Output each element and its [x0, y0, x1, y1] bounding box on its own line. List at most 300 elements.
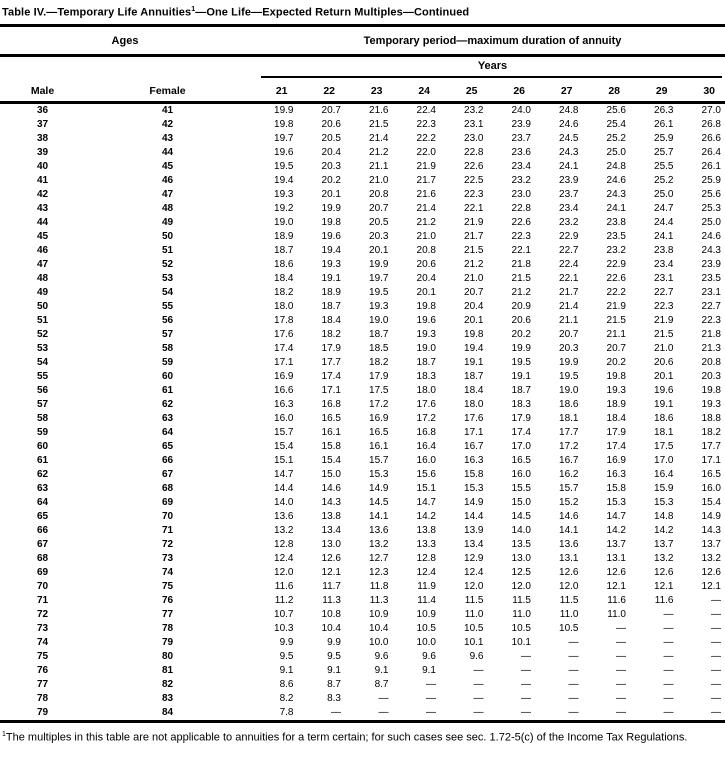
value-cell: 10.8 [321, 608, 341, 620]
year-column-header: 22 [298, 78, 346, 102]
value-cell: 22.5 [464, 174, 484, 186]
value-cell: 20.7 [464, 286, 484, 298]
male-age-cell: 63 [36, 482, 49, 494]
value-cell: 15.3 [606, 496, 626, 508]
table-row [0, 398, 725, 412]
value-cell: 14.8 [654, 510, 674, 522]
value-cell: 12.4 [464, 566, 484, 578]
value-cell: — [711, 678, 721, 690]
female-age-cell: 73 [161, 552, 174, 564]
value-cell: — [426, 706, 436, 718]
value-cell: 9.5 [327, 650, 341, 662]
value-cell: 14.0 [274, 496, 294, 508]
year-column-header: 28 [583, 78, 631, 102]
value-cell: 15.7 [274, 426, 294, 438]
value-cell: 18.3 [416, 370, 436, 382]
value-cell: — [426, 692, 436, 704]
value-cell: 12.6 [321, 552, 341, 564]
value-cell: 19.0 [416, 342, 436, 354]
value-cell: 14.2 [416, 510, 436, 522]
table-body [0, 102, 725, 720]
value-cell: 19.8 [416, 300, 436, 312]
table-row [0, 566, 725, 580]
value-cell: 19.0 [274, 216, 294, 228]
value-cell: 20.3 [321, 160, 341, 172]
value-cell: 14.6 [559, 510, 579, 522]
value-cell: 21.2 [369, 146, 389, 158]
value-cell: 18.7 [464, 370, 484, 382]
male-age-cell: 61 [36, 454, 49, 466]
value-cell: — [473, 678, 484, 690]
value-cell: 19.3 [701, 398, 721, 410]
value-cell: 18.4 [321, 314, 341, 326]
value-cell: — [521, 692, 531, 704]
male-age-cell: 43 [36, 202, 49, 214]
value-cell: 20.1 [369, 244, 389, 256]
year-column-header: 29 [630, 78, 678, 102]
temporary-period-group-header: Temporary period—maximum duration of annuity [363, 35, 622, 47]
value-cell: 20.7 [321, 104, 341, 116]
male-age-cell: 75 [36, 650, 49, 662]
value-cell: 18.6 [274, 258, 294, 270]
value-cell: 10.4 [369, 622, 389, 634]
value-cell: 25.9 [654, 132, 674, 144]
value-cell: 16.1 [369, 440, 389, 452]
value-cell: 9.1 [422, 664, 436, 676]
value-cell: 11.5 [559, 594, 579, 606]
table-row [0, 188, 725, 202]
table-row [0, 286, 725, 300]
value-cell: 15.0 [511, 496, 531, 508]
value-cell: 23.9 [559, 174, 579, 186]
value-cell: 14.1 [559, 524, 579, 536]
value-cell: 15.7 [369, 454, 389, 466]
value-cell: 20.1 [416, 286, 436, 298]
value-cell: 24.1 [606, 202, 626, 214]
value-cell: 26.6 [701, 132, 721, 144]
value-cell: 17.2 [559, 440, 579, 452]
value-cell: 19.0 [369, 314, 389, 326]
value-cell: 10.3 [274, 622, 294, 634]
value-cell: — [473, 706, 484, 718]
value-cell: 18.6 [654, 412, 674, 424]
value-cell: 16.3 [464, 454, 484, 466]
value-cell: 9.1 [279, 664, 294, 676]
value-cell: — [711, 636, 721, 648]
table-row [0, 244, 725, 258]
group-header-row [0, 27, 725, 54]
value-cell: 23.0 [511, 188, 531, 200]
value-cell: 22.1 [464, 202, 484, 214]
value-cell: 25.2 [654, 174, 674, 186]
value-cell: 8.7 [374, 678, 389, 690]
value-cell: 21.4 [369, 132, 389, 144]
value-cell: 17.4 [606, 440, 626, 452]
value-cell: 22.4 [416, 104, 436, 116]
value-cell: 13.4 [321, 524, 341, 536]
column-header-row [0, 78, 725, 102]
value-cell: 12.5 [511, 566, 531, 578]
value-cell: 19.1 [511, 370, 531, 382]
value-cell: 19.4 [464, 342, 484, 354]
female-age-cell: 50 [161, 230, 174, 242]
value-cell: 16.0 [274, 412, 294, 424]
male-age-cell: 54 [36, 356, 49, 368]
female-age-cell: 63 [161, 412, 174, 424]
value-cell: 15.4 [701, 496, 721, 508]
value-cell: — [663, 692, 674, 704]
value-cell: 10.9 [416, 608, 436, 620]
table-row [0, 118, 725, 132]
value-cell: 18.1 [654, 426, 674, 438]
value-cell: 23.7 [511, 132, 531, 144]
value-cell: 20.7 [369, 202, 389, 214]
table-row [0, 342, 725, 356]
value-cell: 12.1 [606, 580, 626, 592]
value-cell: 12.3 [369, 566, 389, 578]
male-age-cell: 62 [36, 468, 49, 480]
value-cell: 22.1 [559, 272, 579, 284]
value-cell: 10.1 [464, 636, 484, 648]
value-cell: 14.4 [464, 510, 484, 522]
value-cell: 11.8 [369, 580, 389, 592]
value-cell: 13.9 [464, 524, 484, 536]
value-cell: 24.6 [559, 118, 579, 130]
value-cell: 19.3 [321, 258, 341, 270]
value-cell: 18.0 [416, 384, 436, 396]
value-cell: 21.3 [701, 342, 721, 354]
male-age-cell: 78 [36, 692, 49, 704]
value-cell: 20.8 [701, 356, 721, 368]
value-cell: 23.1 [654, 272, 674, 284]
table-row [0, 594, 725, 608]
value-cell: 23.4 [511, 160, 531, 172]
value-cell: 19.1 [321, 272, 341, 284]
value-cell: 11.5 [464, 594, 484, 606]
value-cell: 11.3 [369, 594, 389, 606]
value-cell: 19.1 [654, 398, 674, 410]
value-cell: 18.2 [369, 356, 389, 368]
value-cell: 20.1 [321, 188, 341, 200]
value-cell: 25.2 [606, 132, 626, 144]
value-cell: 20.9 [511, 300, 531, 312]
value-cell: 19.7 [274, 132, 294, 144]
value-cell: 21.0 [369, 174, 389, 186]
value-cell: 22.6 [606, 272, 626, 284]
male-age-cell: 50 [36, 300, 49, 312]
table-row [0, 538, 725, 552]
value-cell: 22.3 [701, 314, 721, 326]
value-cell: 17.9 [606, 426, 626, 438]
value-cell: 17.7 [701, 440, 721, 452]
value-cell: — [378, 692, 389, 704]
value-cell: 16.5 [321, 412, 341, 424]
value-cell: 23.6 [511, 146, 531, 158]
value-cell: 22.2 [606, 286, 626, 298]
value-cell: 19.9 [559, 356, 579, 368]
male-age-cell: 41 [36, 174, 49, 186]
value-cell: 17.1 [701, 454, 721, 466]
value-cell: 24.7 [654, 202, 674, 214]
value-cell: 21.1 [369, 160, 389, 172]
value-cell: 15.6 [416, 468, 436, 480]
value-cell: 16.9 [274, 370, 294, 382]
value-cell: 18.2 [274, 286, 294, 298]
value-cell: 10.0 [369, 636, 389, 648]
table-row [0, 426, 725, 440]
male-age-cell: 51 [36, 314, 49, 326]
value-cell: 14.0 [511, 524, 531, 536]
value-cell: 15.8 [606, 482, 626, 494]
value-cell: 9.6 [374, 650, 389, 662]
male-age-cell: 57 [36, 398, 49, 410]
value-cell: 21.9 [416, 160, 436, 172]
table-row [0, 384, 725, 398]
male-age-cell: 56 [36, 384, 49, 396]
value-cell: 13.6 [559, 538, 579, 550]
value-cell: 22.8 [464, 146, 484, 158]
value-cell: 11.0 [559, 608, 579, 620]
value-cell: — [616, 622, 626, 634]
female-age-cell: 59 [161, 356, 174, 368]
value-cell: — [331, 706, 341, 718]
table-row [0, 468, 725, 482]
female-age-cell: 41 [161, 104, 174, 116]
value-cell: 17.7 [559, 426, 579, 438]
value-cell: 21.5 [464, 244, 484, 256]
value-cell: 24.3 [606, 188, 626, 200]
table-row [0, 482, 725, 496]
value-cell: 21.0 [654, 342, 674, 354]
value-cell: 13.6 [274, 510, 294, 522]
female-age-cell: 82 [161, 678, 174, 690]
value-cell: 10.7 [274, 608, 294, 620]
value-cell: 12.1 [321, 566, 341, 578]
male-age-cell: 73 [36, 622, 49, 634]
table-row [0, 510, 725, 524]
female-age-cell: 72 [161, 538, 174, 550]
value-cell: 25.0 [701, 216, 721, 228]
table-row [0, 102, 725, 118]
value-cell: 24.3 [701, 244, 721, 256]
value-cell: 15.3 [654, 496, 674, 508]
value-cell: 20.2 [321, 174, 341, 186]
value-cell: 16.2 [559, 468, 579, 480]
value-cell: 13.8 [416, 524, 436, 536]
value-cell: 21.1 [606, 328, 626, 340]
table-row [0, 412, 725, 426]
male-age-cell: 70 [36, 580, 49, 592]
footnote [0, 723, 725, 745]
male-age-cell: 72 [36, 608, 49, 620]
value-cell: — [521, 706, 531, 718]
table-row [0, 314, 725, 328]
value-cell: 12.4 [274, 552, 294, 564]
value-cell: 24.1 [654, 230, 674, 242]
value-cell: 12.8 [416, 552, 436, 564]
female-age-cell: 69 [161, 496, 174, 508]
table-row [0, 230, 725, 244]
value-cell: 16.0 [511, 468, 531, 480]
value-cell: 9.9 [327, 636, 341, 648]
value-cell: 25.5 [654, 160, 674, 172]
value-cell: 21.9 [464, 216, 484, 228]
value-cell: 10.1 [511, 636, 531, 648]
footnote-marker: 1 [2, 730, 6, 738]
female-age-cell: 70 [161, 510, 174, 522]
value-cell: 17.0 [511, 440, 531, 452]
table-row [0, 300, 725, 314]
years-underline-row [0, 76, 725, 78]
value-cell: 18.4 [606, 412, 626, 424]
value-cell: 19.5 [559, 370, 579, 382]
value-cell: 7.8 [279, 706, 294, 718]
table-row [0, 272, 725, 286]
value-cell: 17.9 [321, 342, 341, 354]
value-cell: 22.6 [511, 216, 531, 228]
value-cell: 19.6 [416, 314, 436, 326]
value-cell: 17.7 [321, 356, 341, 368]
year-column-header: 25 [440, 78, 488, 102]
value-cell: — [378, 706, 389, 718]
value-cell: 21.4 [559, 300, 579, 312]
male-age-cell: 79 [36, 706, 49, 718]
female-age-cell: 65 [161, 440, 174, 452]
value-cell: 25.0 [654, 188, 674, 200]
value-cell: 14.7 [606, 510, 626, 522]
value-cell: 19.0 [559, 384, 579, 396]
male-age-cell: 64 [36, 496, 49, 508]
value-cell: 20.8 [369, 188, 389, 200]
value-cell: 17.9 [511, 412, 531, 424]
title-footnote-marker: 1 [191, 6, 196, 13]
value-cell: 22.9 [559, 230, 579, 242]
male-age-cell: 37 [36, 118, 49, 130]
value-cell: 15.8 [464, 468, 484, 480]
female-age-cell: 68 [161, 482, 174, 494]
value-cell: 20.5 [321, 132, 341, 144]
female-age-cell: 84 [161, 706, 174, 718]
value-cell: 20.6 [511, 314, 531, 326]
value-cell: 14.3 [701, 524, 721, 536]
value-cell: 12.7 [369, 552, 389, 564]
male-age-cell: 77 [36, 678, 49, 690]
value-cell: 8.2 [279, 692, 294, 704]
female-age-cell: 64 [161, 426, 174, 438]
years-underline [261, 76, 722, 78]
value-cell: 21.1 [559, 314, 579, 326]
female-age-cell: 81 [161, 664, 174, 676]
value-cell: 24.8 [559, 104, 579, 116]
table-row [0, 622, 725, 636]
female-age-cell: 67 [161, 468, 174, 480]
year-column-header: 21 [250, 78, 298, 102]
years-subheader: Years [477, 60, 508, 72]
value-cell: 23.2 [464, 104, 484, 116]
value-cell: — [711, 622, 721, 634]
table-title [0, 0, 725, 24]
male-age-cell: 65 [36, 510, 49, 522]
value-cell: 19.8 [464, 328, 484, 340]
value-cell: 21.8 [511, 258, 531, 270]
value-cell: 17.5 [369, 384, 389, 396]
table-row [0, 706, 725, 720]
value-cell: 24.8 [606, 160, 626, 172]
table-row [0, 132, 725, 146]
female-age-cell: 58 [161, 342, 174, 354]
value-cell: — [711, 706, 721, 718]
value-cell: 18.8 [701, 412, 721, 424]
value-cell: 18.7 [416, 356, 436, 368]
value-cell: 21.7 [416, 174, 436, 186]
value-cell: 14.9 [464, 496, 484, 508]
value-cell: 21.5 [606, 314, 626, 326]
value-cell: 23.7 [559, 188, 579, 200]
value-cell: 15.3 [464, 482, 484, 494]
value-cell: 17.5 [654, 440, 674, 452]
value-cell: 19.5 [511, 356, 531, 368]
value-cell: — [568, 678, 579, 690]
value-cell: 16.9 [606, 454, 626, 466]
value-cell: 17.8 [274, 314, 294, 326]
value-cell: 10.9 [369, 608, 389, 620]
value-cell: — [616, 678, 626, 690]
value-cell: 11.4 [417, 594, 436, 606]
value-cell: 21.2 [464, 258, 484, 270]
years-header-row [0, 57, 725, 76]
value-cell: 19.9 [321, 202, 341, 214]
male-age-cell: 40 [36, 160, 49, 172]
value-cell: 24.6 [606, 174, 626, 186]
value-cell: 8.6 [279, 678, 294, 690]
value-cell: 10.0 [416, 636, 436, 648]
value-cell: 21.4 [416, 202, 436, 214]
value-cell: 20.4 [321, 146, 341, 158]
value-cell: 16.5 [511, 454, 531, 466]
footnote-text: The multiples in this table are not applicable to annuities for a term certain; for such cases see sec. 1.72-5(c) of the Income Tax Regulations. [5, 731, 688, 744]
female-age-cell: 54 [161, 286, 174, 298]
value-cell: 23.5 [701, 272, 721, 284]
value-cell: — [711, 594, 721, 606]
table-row [0, 356, 725, 370]
value-cell: 18.7 [321, 300, 341, 312]
value-cell: 20.2 [606, 356, 626, 368]
male-age-cell: 44 [36, 216, 49, 228]
value-cell: 12.1 [654, 580, 674, 592]
value-cell: 14.4 [274, 482, 294, 494]
value-cell: 23.1 [464, 118, 484, 130]
male-age-cell: 67 [36, 538, 49, 550]
value-cell: — [663, 706, 674, 718]
value-cell: — [663, 622, 674, 634]
value-cell: 19.9 [511, 342, 531, 354]
value-cell: — [616, 664, 626, 676]
value-cell: 19.3 [416, 328, 436, 340]
table-row [0, 664, 725, 678]
value-cell: 11.7 [322, 580, 341, 592]
female-age-cell: 55 [161, 300, 174, 312]
value-cell: 15.8 [321, 440, 341, 452]
female-age-cell: 45 [161, 160, 174, 172]
value-cell: 22.7 [654, 286, 674, 298]
value-cell: 16.4 [416, 440, 436, 452]
value-cell: 15.9 [654, 482, 674, 494]
value-cell: — [616, 650, 626, 662]
value-cell: 22.8 [511, 202, 531, 214]
value-cell: 21.5 [654, 328, 674, 340]
female-age-cell: 83 [161, 692, 174, 704]
value-cell: 20.6 [321, 118, 341, 130]
